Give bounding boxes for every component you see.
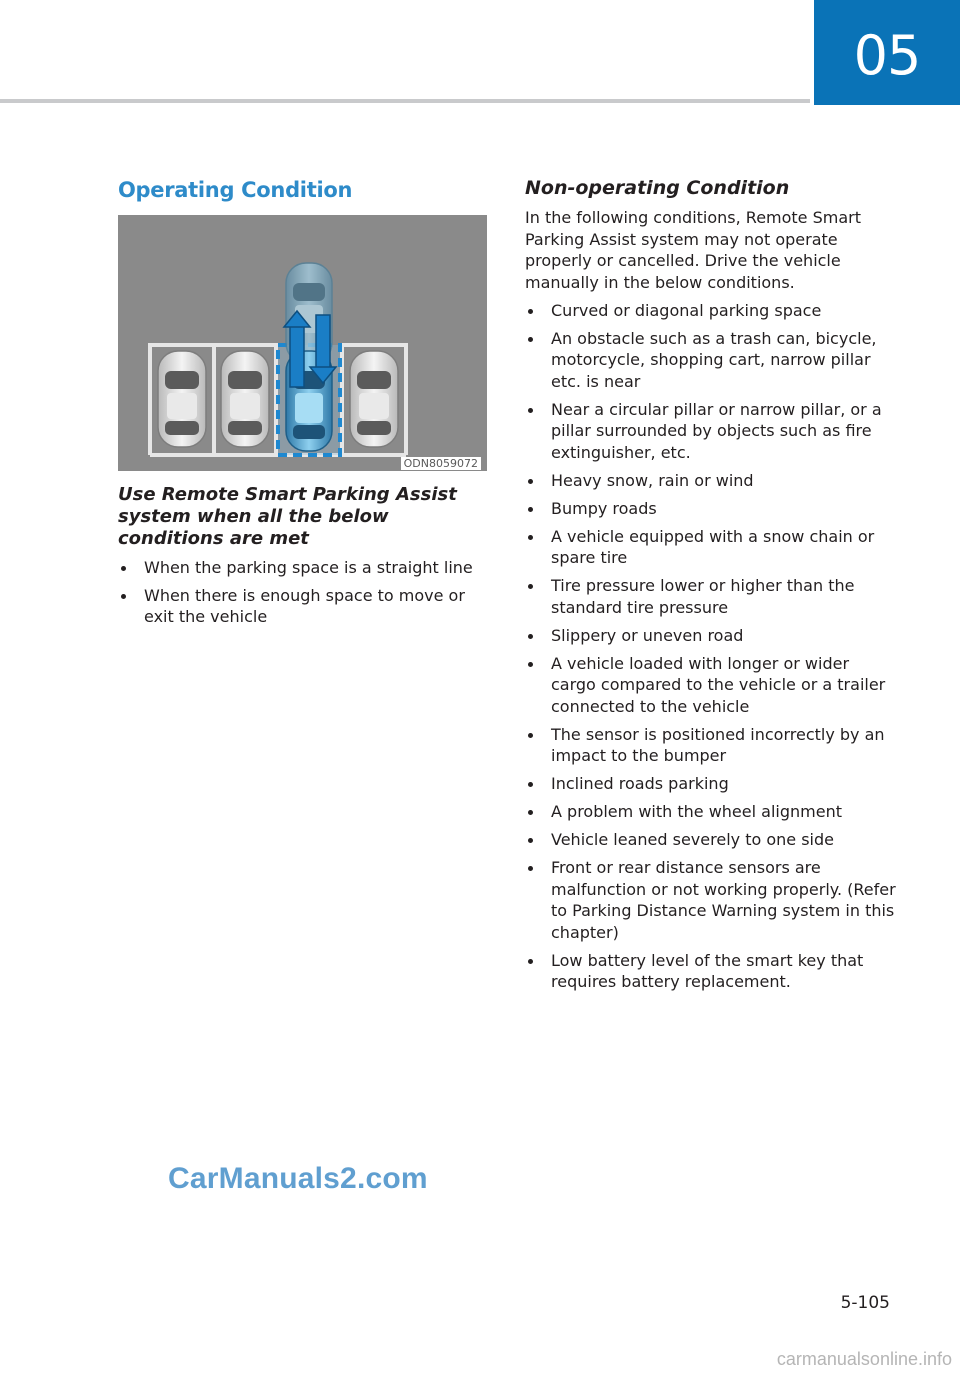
operating-condition-title: Operating Condition [118,178,353,202]
parked-car-2 [221,351,269,447]
footer-site-link[interactable]: carmanualsonline.info [776,1349,952,1369]
list-item: When there is enough space to move or exit the vehicle [118,585,488,628]
watermark-logo: CarManuals2.com [168,1162,428,1195]
list-item: Bumpy roads [525,498,897,520]
list-item: The sensor is positioned incorrectly by an impact to the bumper [525,724,897,767]
list-item: An obstacle such as a trash can, bicycle, motorcycle, shopping cart, narrow pillar etc. is near [525,328,897,393]
non-operating-conditions-list [525,300,897,993]
page-number: 5-105 [840,1293,890,1313]
operating-conditions-subheading: Use Remote Smart Parking Assist system when all the below conditions are met [118,484,457,549]
parked-car-1 [158,351,206,447]
list-item: A problem with the wheel alignment [525,801,897,823]
left-column [118,172,488,628]
list-item: Heavy snow, rain or wind [525,470,897,492]
list-item: A vehicle loaded with longer or wider cargo compared to the vehicle or a trailer connected to the vehicle [525,653,897,718]
list-item: Low battery level of the smart key that requires battery replacement. [525,950,897,993]
list-item: Near a circular pillar or narrow pillar, or a pillar surrounded by objects such as fire extinguisher, etc. [525,399,897,464]
list-item: A vehicle equipped with a snow chain or spare tire [525,526,897,569]
list-item: Inclined roads parking [525,773,897,795]
list-item: Slippery or uneven road [525,625,897,647]
parked-car-3 [350,351,398,447]
parking-illustration [118,215,487,471]
operating-conditions-list [118,557,488,628]
non-operating-condition-title: Non-operating Condition [525,177,790,199]
figure-code: ODN8059072 [401,457,481,470]
chapter-tab [814,0,960,105]
list-item: Curved or diagonal parking space [525,300,897,322]
chapter-number: 05 [853,23,921,87]
parking-diagram [118,215,487,471]
list-item: Vehicle leaned severely to one side [525,829,897,851]
list-item: When the parking space is a straight line [118,557,488,579]
right-column [525,172,897,993]
list-item: Front or rear distance sensors are malfunction or not working properly. (Refer to Parking Distance Warning system in this chapter) [525,857,897,943]
header-rule [0,99,810,103]
non-operating-intro: In the following conditions, Remote Smart Parking Assist system may not operate properly or cancelled. Drive the vehicle manually in the below conditions. [525,208,862,292]
list-item: Tire pressure lower or higher than the standard tire pressure [525,575,897,618]
